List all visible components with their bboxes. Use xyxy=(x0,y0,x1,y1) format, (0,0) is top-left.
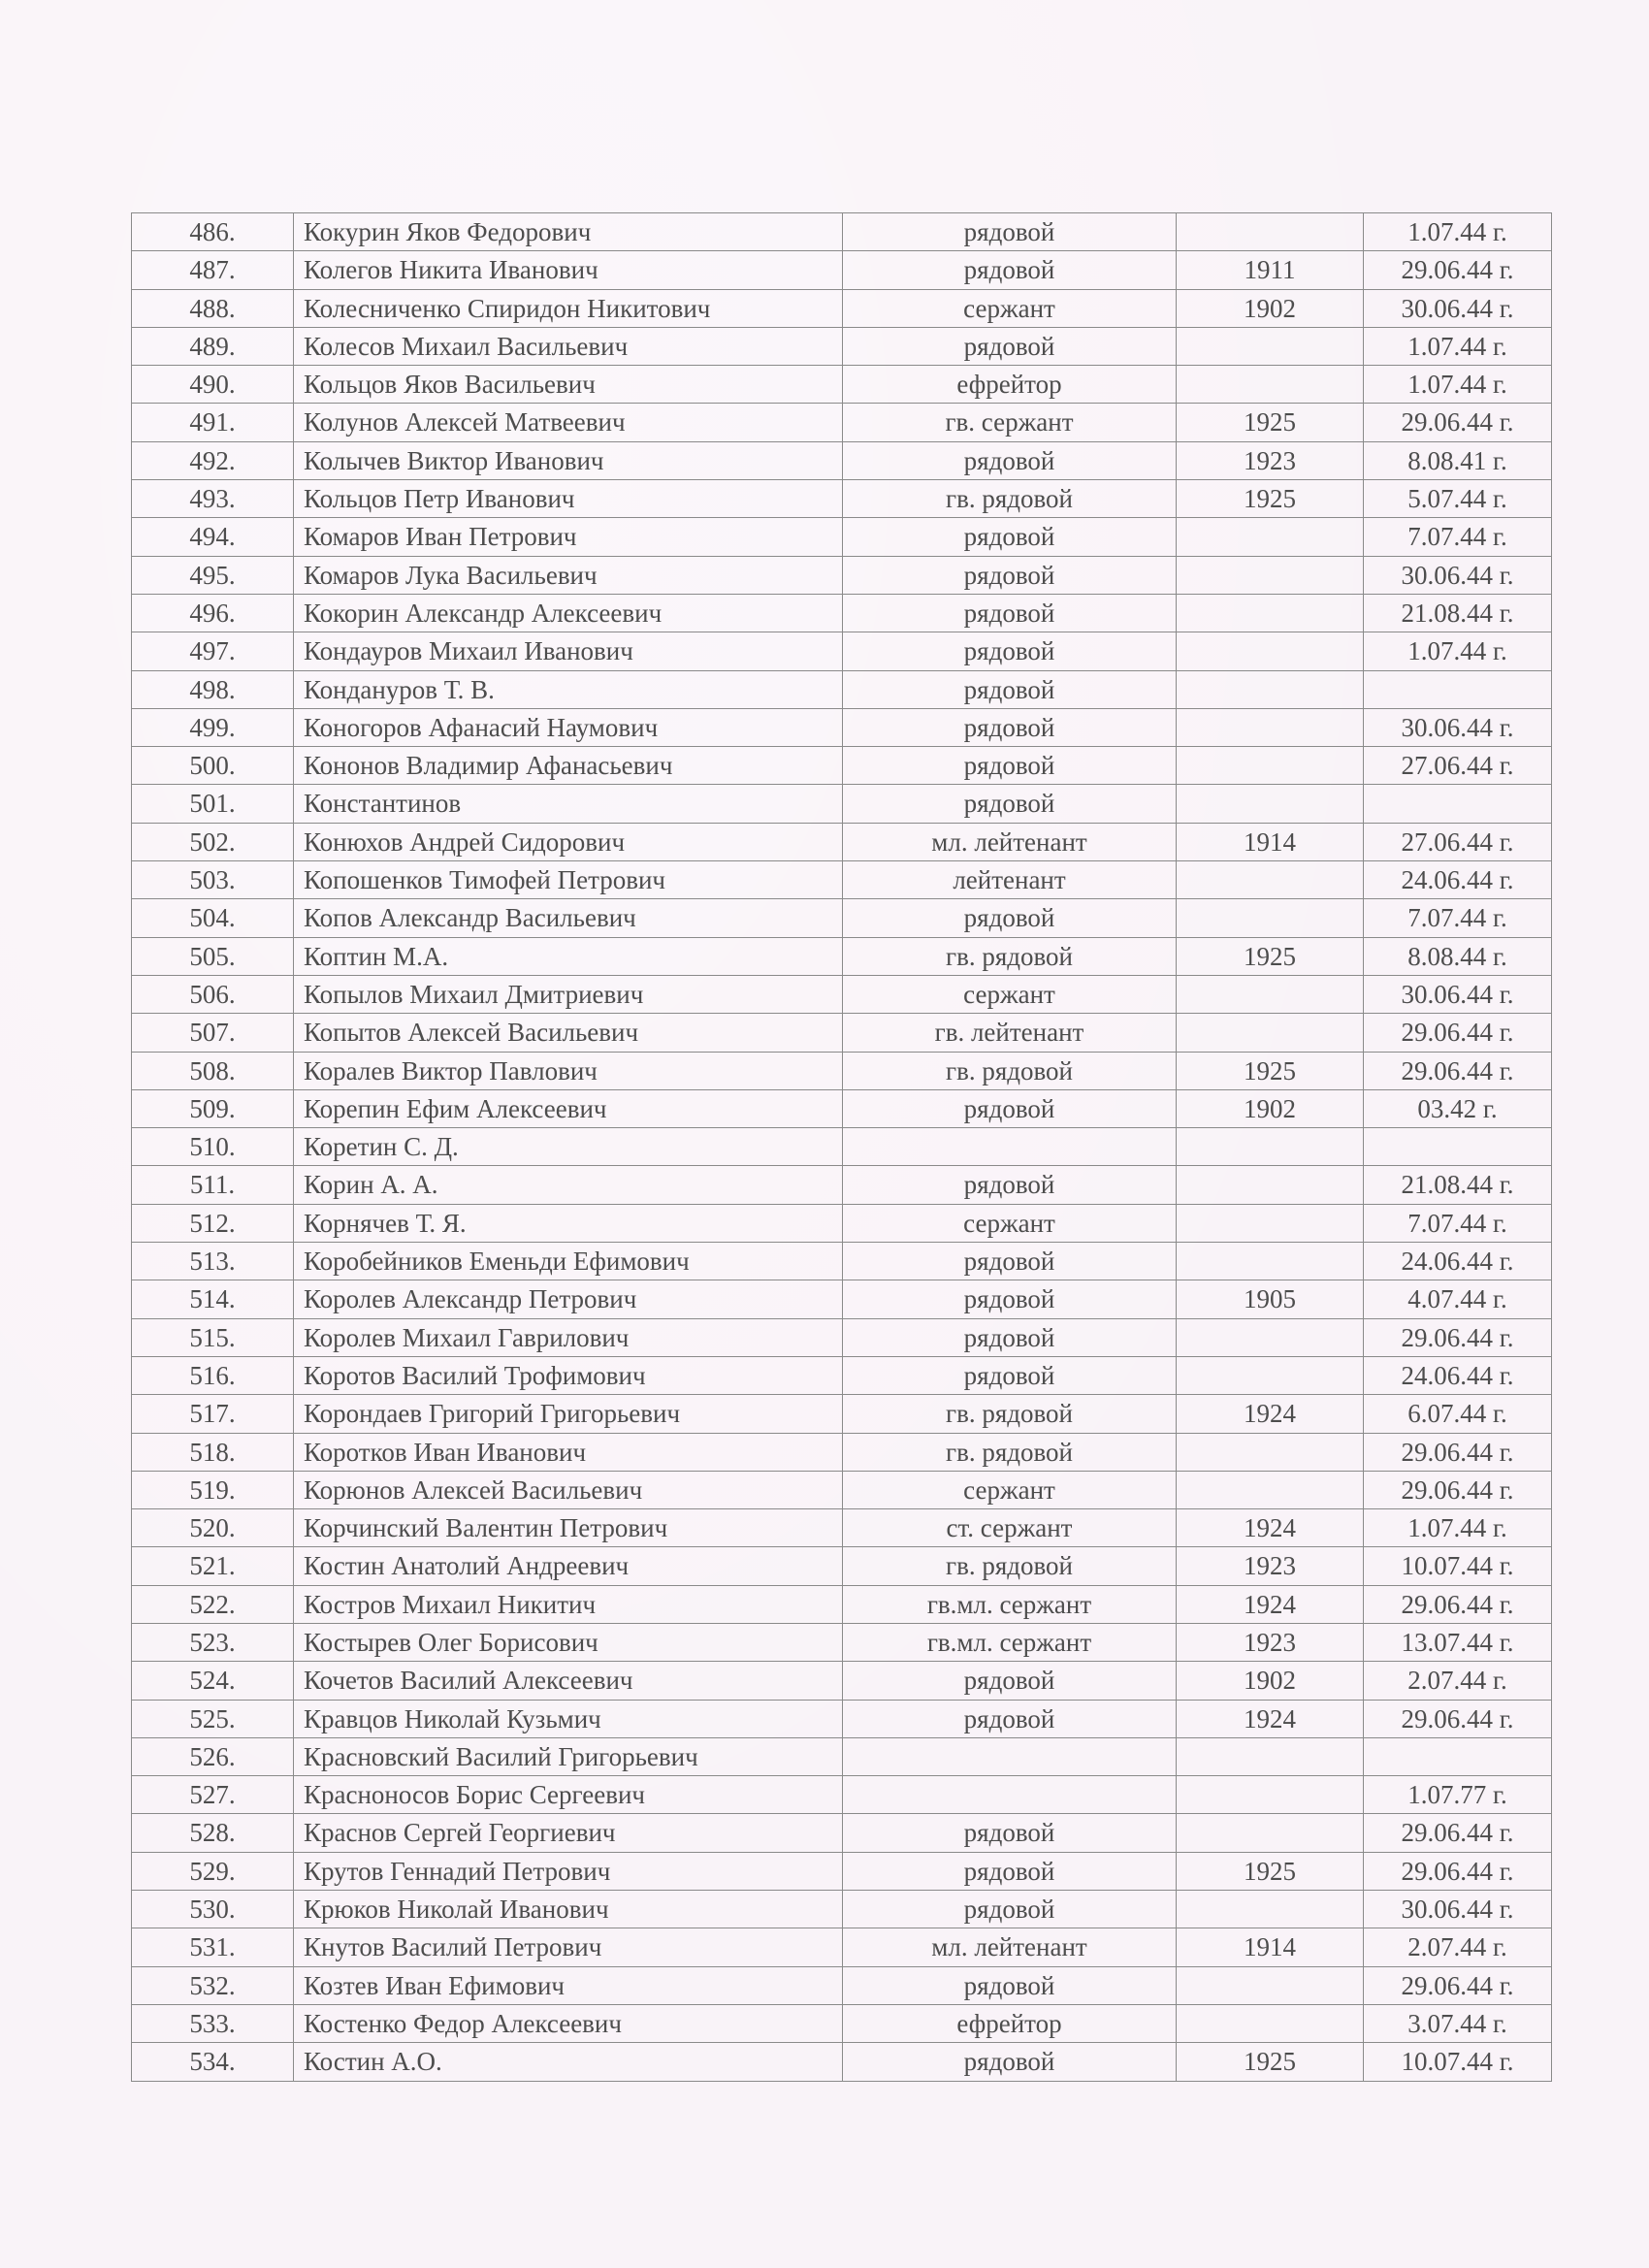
table-row xyxy=(132,1243,1552,1280)
row-number: 498. xyxy=(132,670,294,708)
military-rank: рядовой xyxy=(843,1662,1177,1700)
military-rank: рядовой xyxy=(843,594,1177,632)
birth-year xyxy=(1177,213,1364,251)
row-number: 493. xyxy=(132,480,294,518)
table-row xyxy=(132,1433,1552,1471)
military-rank: гв. рядовой xyxy=(843,1395,1177,1433)
row-number: 514. xyxy=(132,1280,294,1318)
row-number: 531. xyxy=(132,1928,294,1966)
person-name: Костырев Олег Борисович xyxy=(294,1623,843,1661)
date-of-death: 10.07.44 г. xyxy=(1364,1547,1552,1585)
birth-year: 1925 xyxy=(1177,2043,1364,2081)
person-name: Кокурин Яков Федорович xyxy=(294,213,843,251)
person-name: Копов Александр Васильевич xyxy=(294,899,843,937)
table-row xyxy=(132,1623,1552,1661)
date-of-death: 7.07.44 г. xyxy=(1364,1204,1552,1242)
military-rank: гв. рядовой xyxy=(843,480,1177,518)
birth-year: 1902 xyxy=(1177,289,1364,327)
birth-year: 1924 xyxy=(1177,1395,1364,1433)
date-of-death: 29.06.44 г. xyxy=(1364,1471,1552,1508)
military-rank: ст. сержант xyxy=(843,1509,1177,1547)
date-of-death: 03.42 г. xyxy=(1364,1089,1552,1127)
birth-year: 1914 xyxy=(1177,1928,1364,1966)
person-name: Комаров Иван Петрович xyxy=(294,518,843,556)
person-name: Кондануров Т. В. xyxy=(294,670,843,708)
table-row xyxy=(132,518,1552,556)
date-of-death: 10.07.44 г. xyxy=(1364,2043,1552,2081)
birth-year xyxy=(1177,556,1364,594)
birth-year: 1924 xyxy=(1177,1509,1364,1547)
date-of-death: 30.06.44 г. xyxy=(1364,556,1552,594)
date-of-death xyxy=(1364,785,1552,823)
military-rank: рядовой xyxy=(843,2043,1177,2081)
table-row xyxy=(132,1356,1552,1394)
birth-year: 1905 xyxy=(1177,1280,1364,1318)
military-rank: сержант xyxy=(843,289,1177,327)
birth-year: 1925 xyxy=(1177,1052,1364,1089)
person-name: Краснов Сергей Георгиевич xyxy=(294,1814,843,1852)
military-rank: сержант xyxy=(843,1471,1177,1508)
military-rank: рядовой xyxy=(843,251,1177,289)
date-of-death: 7.07.44 г. xyxy=(1364,899,1552,937)
table-row xyxy=(132,1014,1552,1052)
date-of-death: 7.07.44 г. xyxy=(1364,518,1552,556)
date-of-death: 3.07.44 г. xyxy=(1364,2004,1552,2042)
table-row xyxy=(132,213,1552,251)
military-rank: рядовой xyxy=(843,1700,1177,1737)
date-of-death: 29.06.44 г. xyxy=(1364,1814,1552,1852)
date-of-death: 29.06.44 г. xyxy=(1364,1585,1552,1623)
row-number: 490. xyxy=(132,366,294,404)
row-number: 492. xyxy=(132,441,294,479)
military-rank: рядовой xyxy=(843,1891,1177,1928)
table-row xyxy=(132,556,1552,594)
date-of-death xyxy=(1364,1128,1552,1166)
birth-year xyxy=(1177,2004,1364,2042)
military-rank xyxy=(843,1776,1177,1814)
military-rank xyxy=(843,1737,1177,1775)
table-row xyxy=(132,404,1552,441)
birth-year: 1923 xyxy=(1177,441,1364,479)
table-row xyxy=(132,366,1552,404)
military-rank xyxy=(843,1128,1177,1166)
person-name: Костенко Федор Алексеевич xyxy=(294,2004,843,2042)
table-row xyxy=(132,1280,1552,1318)
military-rank: рядовой xyxy=(843,1089,1177,1127)
person-name: Корнячев Т. Я. xyxy=(294,1204,843,1242)
date-of-death xyxy=(1364,1737,1552,1775)
table-row xyxy=(132,2043,1552,2081)
row-number: 522. xyxy=(132,1585,294,1623)
row-number: 504. xyxy=(132,899,294,937)
row-number: 509. xyxy=(132,1089,294,1127)
military-rank: рядовой xyxy=(843,708,1177,746)
person-name: Коробейников Еменьди Ефимович xyxy=(294,1243,843,1280)
row-number: 510. xyxy=(132,1128,294,1166)
person-name: Колесов Михаил Васильевич xyxy=(294,327,843,365)
table-row xyxy=(132,1166,1552,1204)
birth-year xyxy=(1177,1243,1364,1280)
birth-year xyxy=(1177,632,1364,670)
date-of-death: 30.06.44 г. xyxy=(1364,708,1552,746)
row-number: 529. xyxy=(132,1852,294,1890)
birth-year xyxy=(1177,861,1364,899)
military-rank: гв.мл. сержант xyxy=(843,1585,1177,1623)
table-row xyxy=(132,1547,1552,1585)
birth-year xyxy=(1177,366,1364,404)
table-row xyxy=(132,289,1552,327)
military-rank: мл. лейтенант xyxy=(843,823,1177,860)
birth-year: 1925 xyxy=(1177,937,1364,975)
date-of-death: 29.06.44 г. xyxy=(1364,1014,1552,1052)
date-of-death: 24.06.44 г. xyxy=(1364,1243,1552,1280)
military-rank: рядовой xyxy=(843,899,1177,937)
row-number: 507. xyxy=(132,1014,294,1052)
birth-year: 1925 xyxy=(1177,1852,1364,1890)
date-of-death: 8.08.41 г. xyxy=(1364,441,1552,479)
birth-year: 1902 xyxy=(1177,1089,1364,1127)
row-number: 517. xyxy=(132,1395,294,1433)
row-number: 486. xyxy=(132,213,294,251)
birth-year xyxy=(1177,670,1364,708)
row-number: 532. xyxy=(132,1966,294,2004)
person-name: Колычев Виктор Иванович xyxy=(294,441,843,479)
person-name: Крутов Геннадий Петрович xyxy=(294,1852,843,1890)
military-rank: рядовой xyxy=(843,1280,1177,1318)
table-row xyxy=(132,899,1552,937)
date-of-death: 5.07.44 г. xyxy=(1364,480,1552,518)
military-rank: рядовой xyxy=(843,1356,1177,1394)
birth-year xyxy=(1177,1471,1364,1508)
date-of-death: 29.06.44 г. xyxy=(1364,1700,1552,1737)
person-name: Кольцов Петр Иванович xyxy=(294,480,843,518)
row-number: 491. xyxy=(132,404,294,441)
table-row xyxy=(132,441,1552,479)
military-rank: гв. сержант xyxy=(843,404,1177,441)
birth-year xyxy=(1177,1014,1364,1052)
date-of-death: 2.07.44 г. xyxy=(1364,1928,1552,1966)
birth-year xyxy=(1177,1166,1364,1204)
military-rank: рядовой xyxy=(843,1318,1177,1356)
person-name: Коротков Иван Иванович xyxy=(294,1433,843,1471)
table-row xyxy=(132,2004,1552,2042)
person-name: Кононов Владимир Афанасьевич xyxy=(294,747,843,785)
table-row xyxy=(132,1318,1552,1356)
military-rank: рядовой xyxy=(843,213,1177,251)
person-name: Колунов Алексей Матвеевич xyxy=(294,404,843,441)
date-of-death: 1.07.44 г. xyxy=(1364,366,1552,404)
table-row xyxy=(132,1395,1552,1433)
table-row xyxy=(132,1814,1552,1852)
date-of-death: 21.08.44 г. xyxy=(1364,1166,1552,1204)
military-rank: гв. рядовой xyxy=(843,1547,1177,1585)
person-name: Колесниченко Спиридон Никитович xyxy=(294,289,843,327)
military-rank: гв. рядовой xyxy=(843,937,1177,975)
person-name: Кольцов Яков Васильевич xyxy=(294,366,843,404)
person-name: Костин А.О. xyxy=(294,2043,843,2081)
military-rank: рядовой xyxy=(843,556,1177,594)
table-row xyxy=(132,327,1552,365)
military-rank: рядовой xyxy=(843,1166,1177,1204)
birth-year: 1925 xyxy=(1177,480,1364,518)
date-of-death: 21.08.44 г. xyxy=(1364,594,1552,632)
military-rank: рядовой xyxy=(843,1966,1177,2004)
person-name: Костров Михаил Никитич xyxy=(294,1585,843,1623)
date-of-death: 1.07.77 г. xyxy=(1364,1776,1552,1814)
military-rank: рядовой xyxy=(843,1814,1177,1852)
row-number: 497. xyxy=(132,632,294,670)
date-of-death: 30.06.44 г. xyxy=(1364,1891,1552,1928)
birth-year xyxy=(1177,747,1364,785)
table-row xyxy=(132,670,1552,708)
birth-year: 1923 xyxy=(1177,1623,1364,1661)
table-row xyxy=(132,975,1552,1013)
row-number: 519. xyxy=(132,1471,294,1508)
military-rank: рядовой xyxy=(843,1243,1177,1280)
row-number: 513. xyxy=(132,1243,294,1280)
table-row xyxy=(132,594,1552,632)
birth-year xyxy=(1177,975,1364,1013)
birth-year xyxy=(1177,1128,1364,1166)
table-row xyxy=(132,937,1552,975)
row-number: 500. xyxy=(132,747,294,785)
person-name: Комаров Лука Васильевич xyxy=(294,556,843,594)
person-name: Кравцов Николай Кузьмич xyxy=(294,1700,843,1737)
person-name: Копылов Михаил Дмитриевич xyxy=(294,975,843,1013)
row-number: 506. xyxy=(132,975,294,1013)
person-name: Корепин Ефим Алексеевич xyxy=(294,1089,843,1127)
table-row xyxy=(132,823,1552,860)
row-number: 533. xyxy=(132,2004,294,2042)
date-of-death: 29.06.44 г. xyxy=(1364,1433,1552,1471)
date-of-death: 29.06.44 г. xyxy=(1364,1318,1552,1356)
row-number: 521. xyxy=(132,1547,294,1585)
birth-year: 1924 xyxy=(1177,1700,1364,1737)
date-of-death: 27.06.44 г. xyxy=(1364,747,1552,785)
birth-year xyxy=(1177,1966,1364,2004)
date-of-death: 6.07.44 г. xyxy=(1364,1395,1552,1433)
birth-year xyxy=(1177,327,1364,365)
date-of-death: 29.06.44 г. xyxy=(1364,251,1552,289)
row-number: 523. xyxy=(132,1623,294,1661)
birth-year: 1925 xyxy=(1177,404,1364,441)
person-name: Кнутов Василий Петрович xyxy=(294,1928,843,1966)
person-name: Кондауров Михаил Иванович xyxy=(294,632,843,670)
date-of-death: 8.08.44 г. xyxy=(1364,937,1552,975)
person-name: Кочетов Василий Алексеевич xyxy=(294,1662,843,1700)
row-number: 496. xyxy=(132,594,294,632)
birth-year: 1902 xyxy=(1177,1662,1364,1700)
date-of-death: 24.06.44 г. xyxy=(1364,861,1552,899)
date-of-death: 27.06.44 г. xyxy=(1364,823,1552,860)
row-number: 515. xyxy=(132,1318,294,1356)
birth-year xyxy=(1177,594,1364,632)
table-row xyxy=(132,1052,1552,1089)
birth-year: 1914 xyxy=(1177,823,1364,860)
date-of-death: 29.06.44 г. xyxy=(1364,404,1552,441)
person-name: Кокорин Александр Алексеевич xyxy=(294,594,843,632)
military-rank: рядовой xyxy=(843,441,1177,479)
table-row xyxy=(132,1471,1552,1508)
birth-year xyxy=(1177,1814,1364,1852)
military-rank: ефрейтор xyxy=(843,366,1177,404)
row-number: 518. xyxy=(132,1433,294,1471)
table-row xyxy=(132,1776,1552,1814)
table-row xyxy=(132,480,1552,518)
table-row xyxy=(132,1700,1552,1737)
birth-year: 1923 xyxy=(1177,1547,1364,1585)
military-rank: гв. рядовой xyxy=(843,1433,1177,1471)
row-number: 494. xyxy=(132,518,294,556)
table-row xyxy=(132,1662,1552,1700)
row-number: 534. xyxy=(132,2043,294,2081)
table-row xyxy=(132,1891,1552,1928)
military-rank: сержант xyxy=(843,1204,1177,1242)
military-rank: сержант xyxy=(843,975,1177,1013)
birth-year xyxy=(1177,1433,1364,1471)
person-name: Корчинский Валентин Петрович xyxy=(294,1509,843,1547)
date-of-death: 29.06.44 г. xyxy=(1364,1052,1552,1089)
person-name: Коптин М.А. xyxy=(294,937,843,975)
table-row xyxy=(132,1089,1552,1127)
person-name: Красноносов Борис Сергеевич xyxy=(294,1776,843,1814)
date-of-death: 29.06.44 г. xyxy=(1364,1966,1552,2004)
birth-year xyxy=(1177,785,1364,823)
row-number: 505. xyxy=(132,937,294,975)
military-rank: рядовой xyxy=(843,518,1177,556)
row-number: 512. xyxy=(132,1204,294,1242)
person-name: Корин А. А. xyxy=(294,1166,843,1204)
row-number: 503. xyxy=(132,861,294,899)
roster-body xyxy=(132,213,1552,2082)
person-name: Корюнов Алексей Васильевич xyxy=(294,1471,843,1508)
military-rank: рядовой xyxy=(843,1852,1177,1890)
date-of-death: 30.06.44 г. xyxy=(1364,289,1552,327)
table-row xyxy=(132,632,1552,670)
person-name: Копытов Алексей Васильевич xyxy=(294,1014,843,1052)
row-number: 495. xyxy=(132,556,294,594)
table-row xyxy=(132,708,1552,746)
birth-year xyxy=(1177,708,1364,746)
military-rank: рядовой xyxy=(843,670,1177,708)
date-of-death: 1.07.44 г. xyxy=(1364,632,1552,670)
date-of-death: 2.07.44 г. xyxy=(1364,1662,1552,1700)
birth-year xyxy=(1177,1318,1364,1356)
table-row xyxy=(132,1928,1552,1966)
date-of-death: 29.06.44 г. xyxy=(1364,1852,1552,1890)
table-row xyxy=(132,861,1552,899)
date-of-death: 1.07.44 г. xyxy=(1364,213,1552,251)
military-rank: гв.мл. сержант xyxy=(843,1623,1177,1661)
row-number: 488. xyxy=(132,289,294,327)
row-number: 525. xyxy=(132,1700,294,1737)
birth-year xyxy=(1177,1891,1364,1928)
table-row xyxy=(132,1204,1552,1242)
row-number: 508. xyxy=(132,1052,294,1089)
person-name: Королев Александр Петрович xyxy=(294,1280,843,1318)
birth-year xyxy=(1177,899,1364,937)
casualty-roster-table xyxy=(131,212,1552,2082)
military-rank: ефрейтор xyxy=(843,2004,1177,2042)
military-rank: мл. лейтенант xyxy=(843,1928,1177,1966)
birth-year xyxy=(1177,1737,1364,1775)
table-row xyxy=(132,1737,1552,1775)
date-of-death: 1.07.44 г. xyxy=(1364,327,1552,365)
person-name: Коногоров Афанасий Наумович xyxy=(294,708,843,746)
military-rank: гв. лейтенант xyxy=(843,1014,1177,1052)
military-rank: рядовой xyxy=(843,747,1177,785)
row-number: 528. xyxy=(132,1814,294,1852)
row-number: 511. xyxy=(132,1166,294,1204)
birth-year: 1924 xyxy=(1177,1585,1364,1623)
person-name: Конюхов Андрей Сидорович xyxy=(294,823,843,860)
person-name: Красновский Василий Григорьевич xyxy=(294,1737,843,1775)
military-rank: рядовой xyxy=(843,632,1177,670)
row-number: 527. xyxy=(132,1776,294,1814)
row-number: 489. xyxy=(132,327,294,365)
row-number: 524. xyxy=(132,1662,294,1700)
birth-year xyxy=(1177,1776,1364,1814)
birth-year: 1911 xyxy=(1177,251,1364,289)
person-name: Костин Анатолий Андреевич xyxy=(294,1547,843,1585)
row-number: 501. xyxy=(132,785,294,823)
person-name: Королев Михаил Гаврилович xyxy=(294,1318,843,1356)
row-number: 526. xyxy=(132,1737,294,1775)
person-name: Коралев Виктор Павлович xyxy=(294,1052,843,1089)
birth-year xyxy=(1177,1356,1364,1394)
person-name: Коретин С. Д. xyxy=(294,1128,843,1166)
person-name: Коротов Василий Трофимович xyxy=(294,1356,843,1394)
date-of-death: 24.06.44 г. xyxy=(1364,1356,1552,1394)
military-rank: рядовой xyxy=(843,785,1177,823)
table-row xyxy=(132,1509,1552,1547)
table-row xyxy=(132,251,1552,289)
table-row xyxy=(132,1128,1552,1166)
row-number: 516. xyxy=(132,1356,294,1394)
person-name: Константинов xyxy=(294,785,843,823)
table-row xyxy=(132,1852,1552,1890)
row-number: 502. xyxy=(132,823,294,860)
person-name: Козтев Иван Ефимович xyxy=(294,1966,843,2004)
birth-year xyxy=(1177,1204,1364,1242)
military-rank: рядовой xyxy=(843,327,1177,365)
date-of-death: 13.07.44 г. xyxy=(1364,1623,1552,1661)
person-name: Копошенков Тимофей Петрович xyxy=(294,861,843,899)
table-row xyxy=(132,747,1552,785)
row-number: 530. xyxy=(132,1891,294,1928)
row-number: 520. xyxy=(132,1509,294,1547)
person-name: Крюков Николай Иванович xyxy=(294,1891,843,1928)
table-row xyxy=(132,785,1552,823)
person-name: Колегов Никита Иванович xyxy=(294,251,843,289)
date-of-death: 30.06.44 г. xyxy=(1364,975,1552,1013)
military-rank: гв. рядовой xyxy=(843,1052,1177,1089)
person-name: Корондаев Григорий Григорьевич xyxy=(294,1395,843,1433)
date-of-death: 4.07.44 г. xyxy=(1364,1280,1552,1318)
row-number: 499. xyxy=(132,708,294,746)
birth-year xyxy=(1177,518,1364,556)
military-rank: лейтенант xyxy=(843,861,1177,899)
date-of-death: 1.07.44 г. xyxy=(1364,1509,1552,1547)
date-of-death xyxy=(1364,670,1552,708)
row-number: 487. xyxy=(132,251,294,289)
table-row xyxy=(132,1966,1552,2004)
table-row xyxy=(132,1585,1552,1623)
